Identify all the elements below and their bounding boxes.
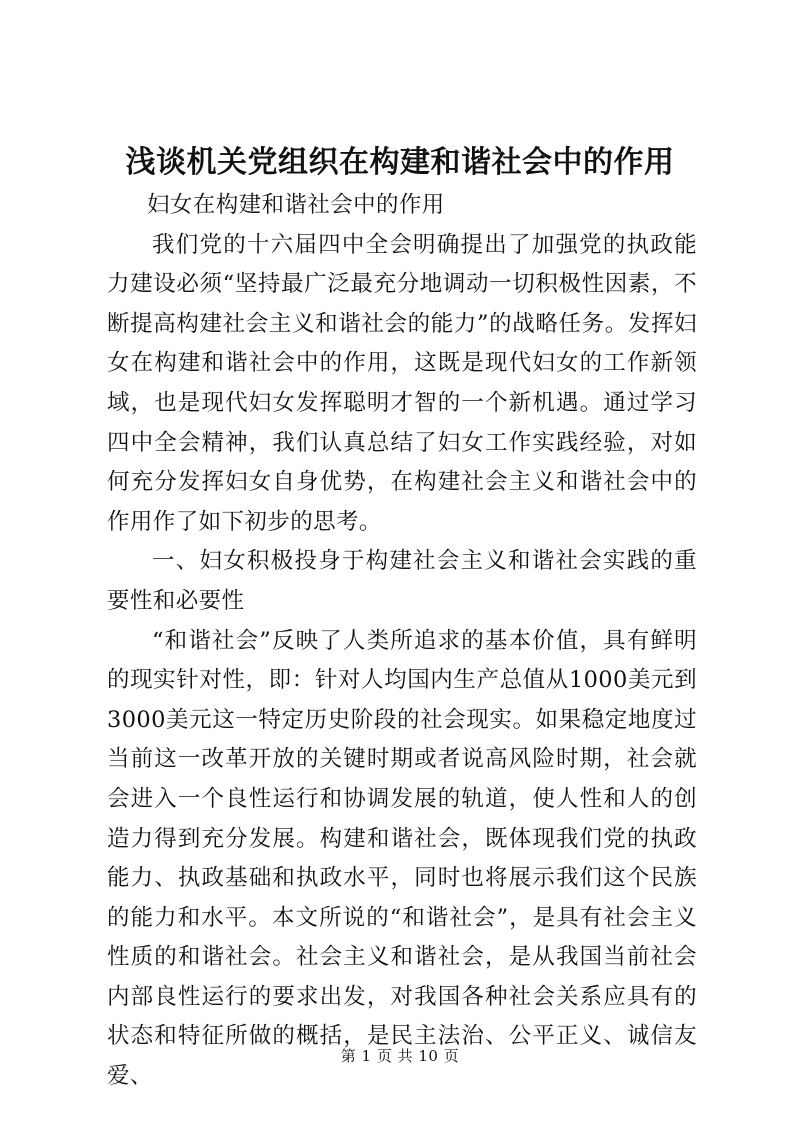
document-title: 浅谈机关党组织在构建和谐社会中的作用 — [125, 145, 675, 180]
body-paragraph: “和谐社会”反映了人类所追求的基本价值，具有鲜明的现实针对性，即：针对人均国内生产总值从1000美元到3000美元这一特定历史阶段的社会现实。如果稳定地度过当前这一改革开放的关键时期或者说高风险时期，社会就会进入一个良性运行和协调发展的轨道，使人性和人的创造力得到充分发展。构建和谐社会，既体现我们党的执政能力、执政基础和执政水平，同时也将展示我们这个民族的能力和水平。本文所说的“和谐社会”，是具有社会主义性质的和谐社会。社会主义和谐社会，是从我国当前社会内部良性运行的要求出发，对我国各种社会关系应具有的状态和特征所做的概括，是民主法治、公平正义、诚信友爱、 — [107, 627, 697, 1090]
document-body — [107, 186, 697, 1097]
subtitle-paragraph: 妇女在构建和谐社会中的作用 — [147, 192, 445, 218]
page-footer: 第 1 页 共 10 页 — [340, 1047, 460, 1065]
section-heading: 一、妇女积极投身于构建社会主义和谐社会实践的重要性和必要性 — [107, 548, 697, 614]
intro-paragraph: 我们党的十六届四中全会明确提出了加强党的执政能力建设必须“坚持最广泛最充分地调动一切积极性因素，不断提高构建社会主义和谐社会的能力”的战略任务。发挥妇女在构建和谐社会中的作用，这既是现代妇女的工作新领域，也是现代妇女发挥聪明才智的一个新机遇。通过学习四中全会精神，我们认真总结了妇女工作实践经验，对如何充分发挥妇女自身优势，在构建社会主义和谐社会中的作用作了如下初步的思考。 — [107, 231, 697, 535]
